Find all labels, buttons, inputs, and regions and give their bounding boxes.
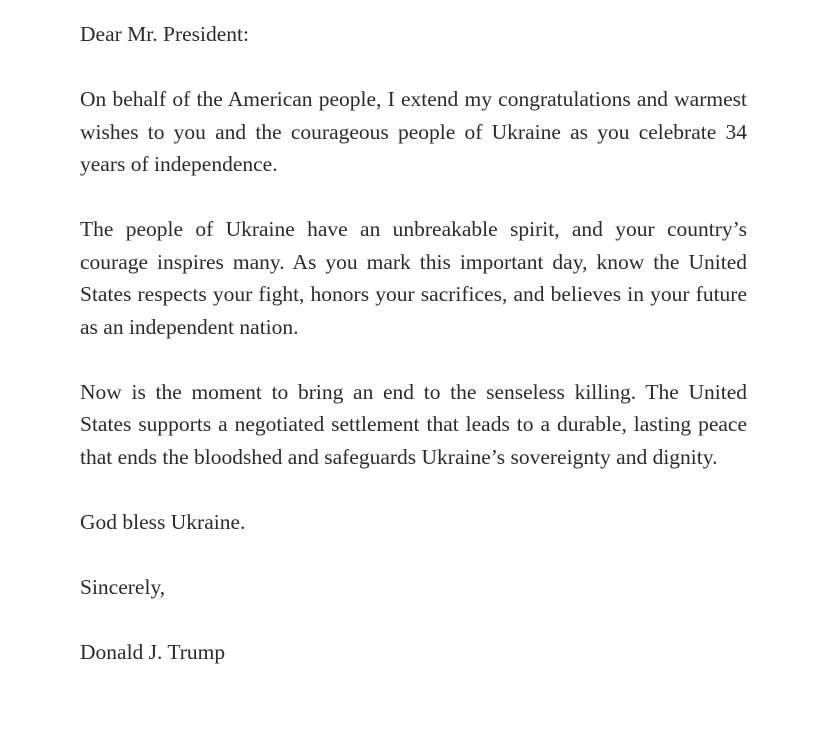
paragraph-blessing: God bless Ukraine. <box>80 509 246 534</box>
paragraph-congratulations: On behalf of the American people, I extend my congratulations and warmest wishes to you and the courageous people of Ukraine as you celebrate 34 years of independence. <box>80 87 747 176</box>
paragraph-spirit: The people of Ukraine have an unbreakable spirit, and your country’s courage inspires many. As you mark this important day, know the United States respects your fight, honors your sacrifices, and believes in your future as an independent nation. <box>80 217 747 339</box>
letter-body <box>80 18 747 701</box>
closing: Sincerely, <box>80 574 166 599</box>
signature: Donald J. Trump <box>80 639 226 664</box>
salutation: Dear Mr. President: <box>80 22 249 46</box>
paragraph-peace: Now is the moment to bring an end to the senseless killing. The United States supports a negotiated settlement that leads to a durable, lasting peace that ends the bloodshed and safeguards Ukraine’s sovereignty and dignity. <box>80 379 747 469</box>
